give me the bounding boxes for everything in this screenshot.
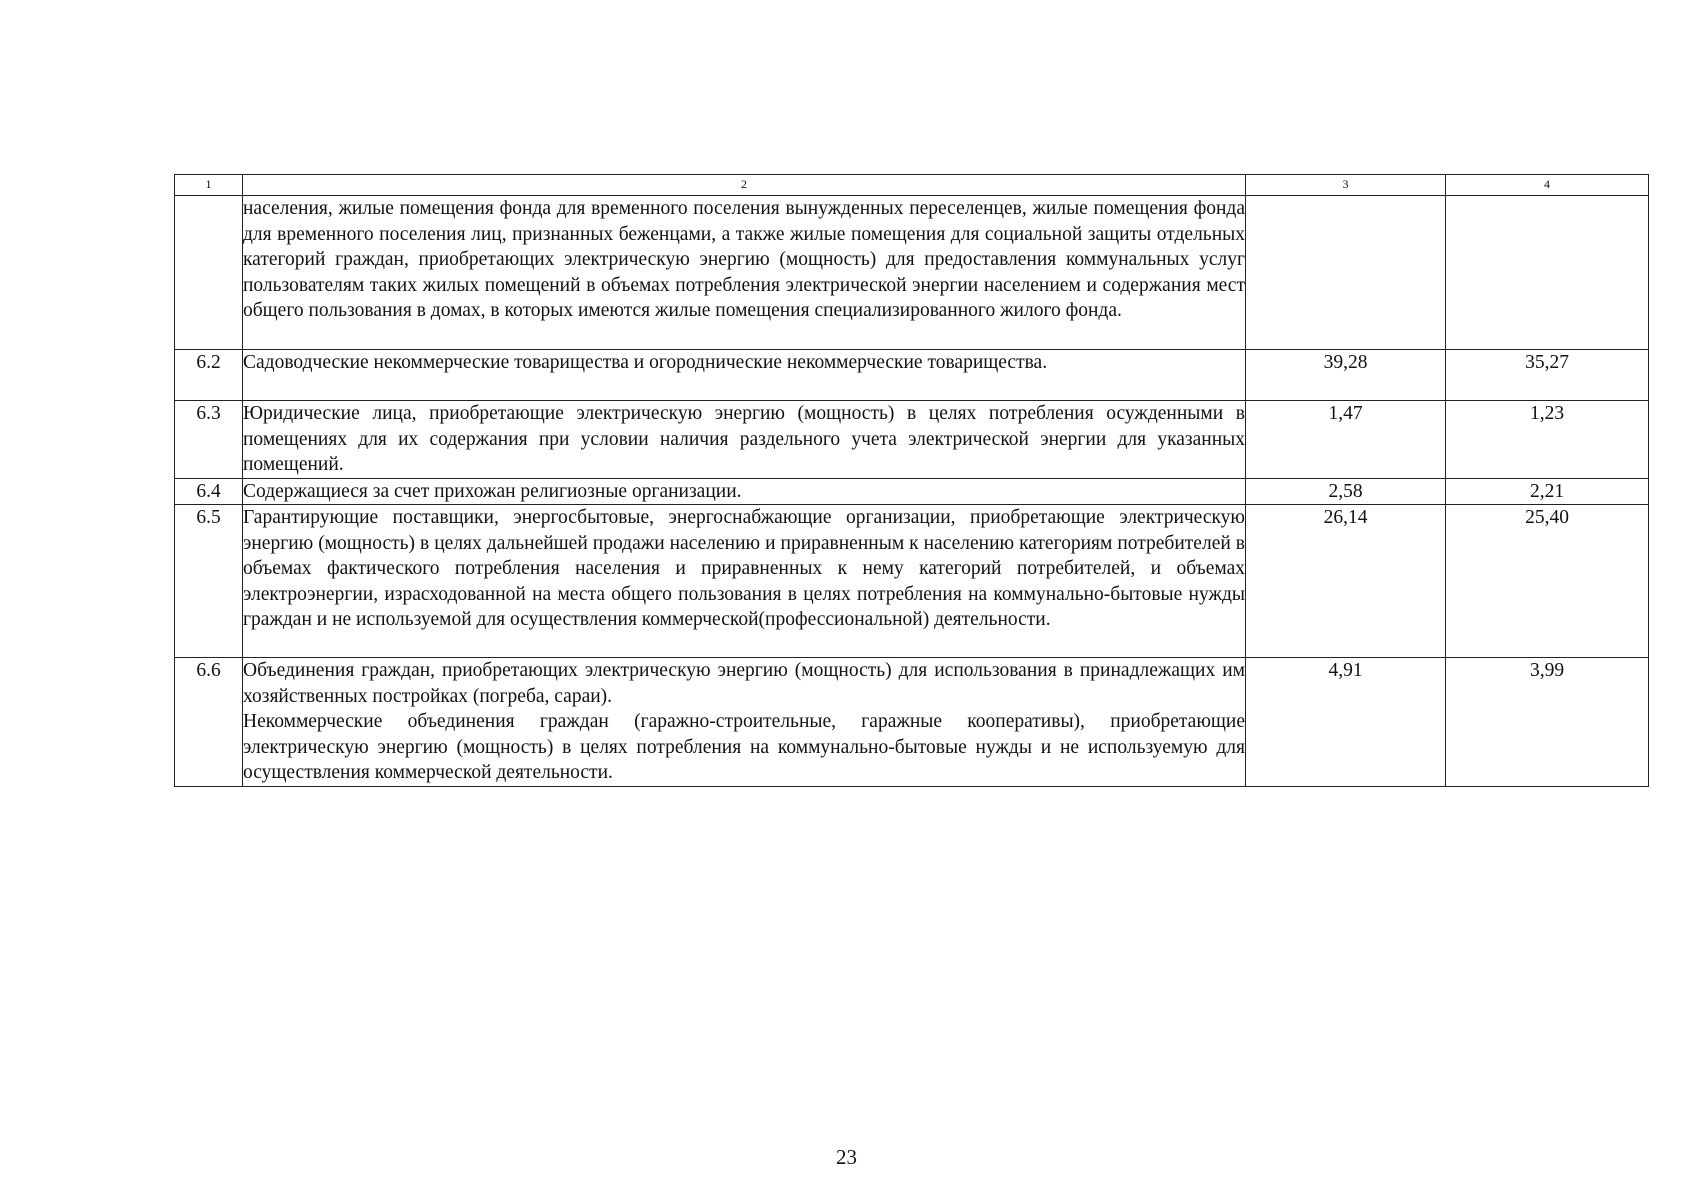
row-text: Объединения граждан, приобретающих электрическую энергию (мощность) для использования в принадлежащих им хозяйственных постройках (погреба, сараи). — [243, 660, 1245, 707]
row-text: населения, жилые помещения фонда для временного поселения вынужденных переселенцев, жилые помещения фонда для временного поселения лиц, признанных беженцами, а также жилые помещения для социальной защиты отдельных категорий граждан, приобретающих электрическую энергию (мощность) для предоставления коммунальных услуг пользователям таких жилых помещений в объемах потребления электрической энергии населением и содержания мест общего пользования в домах, в которых имеются жилые помещения специализированного жилого фонда. — [243, 198, 1245, 321]
row-value-col4: 1,23 — [1446, 401, 1649, 479]
row-value-col4: 25,40 — [1446, 505, 1649, 658]
table-row — [175, 401, 1649, 479]
column-number-3: 3 — [1246, 175, 1446, 196]
row-description — [243, 478, 1246, 505]
row-value-col3: 4,91 — [1246, 658, 1446, 787]
row-text: Юридические лица, приобретающие электрическую энергию (мощность) в целях потребления осужденными в помещениях для их содержания при условии наличия раздельного учета электрической энергии для указанных помещений. — [243, 403, 1245, 475]
tariff-table — [174, 174, 1649, 787]
row-value-col3: 2,58 — [1246, 478, 1446, 505]
row-description — [243, 658, 1246, 787]
row-text: Некоммерческие объединения граждан (гаражно-строительные, гаражные кооперативы), приобретающие электрическую энергию (мощность) в целях потребления на коммунально-бытовые нужды и не используемую для осуществления коммерческой деятельности. — [243, 711, 1245, 783]
row-text: Садоводческие некоммерческие товарищества и огороднические некоммерческие товарищества. — [243, 352, 1048, 373]
table-row — [175, 350, 1649, 401]
column-number-4: 4 — [1446, 175, 1649, 196]
row-number: 6.4 — [175, 478, 243, 505]
row-value-col4 — [1446, 196, 1649, 350]
table-row — [175, 505, 1649, 658]
column-number-1: 1 — [175, 175, 243, 196]
row-text: Гарантирующие поставщики, энергосбытовые, энергоснабжающие организации, приобретающие электрическую энергию (мощность) в целях дальнейшей продажи населению и приравненным к населению категориям потребителей в объемах фактического потребления населения и приравненных к нему категорий потребителей, и объемах электроэнергии, израсходованной на места общего пользования в целях потребления на коммунально-бытовые нужды граждан и не используемой для осуществления коммерческой(профессиональной) деятельности. — [243, 507, 1245, 630]
page-number: 23 — [836, 1145, 857, 1169]
column-number-row — [175, 175, 1649, 196]
table-row — [175, 478, 1649, 505]
row-number — [175, 196, 243, 350]
row-number: 6.3 — [175, 401, 243, 479]
row-value-col3 — [1246, 196, 1446, 350]
row-text: Содержащиеся за счет прихожан религиозные организации. — [243, 480, 742, 502]
row-value-col4: 35,27 — [1446, 350, 1649, 401]
row-number: 6.5 — [175, 505, 243, 658]
column-number-2: 2 — [243, 175, 1246, 196]
row-description — [243, 350, 1246, 401]
row-value-col4: 3,99 — [1446, 658, 1649, 787]
row-description — [243, 401, 1246, 479]
table-row — [175, 658, 1649, 787]
row-value-col3: 1,47 — [1246, 401, 1446, 479]
row-description — [243, 196, 1246, 350]
row-number: 6.6 — [175, 658, 243, 787]
row-description — [243, 505, 1246, 658]
row-value-col4: 2,21 — [1446, 478, 1649, 505]
table-row — [175, 196, 1649, 350]
row-number: 6.2 — [175, 350, 243, 401]
row-value-col3: 26,14 — [1246, 505, 1446, 658]
row-value-col3: 39,28 — [1246, 350, 1446, 401]
